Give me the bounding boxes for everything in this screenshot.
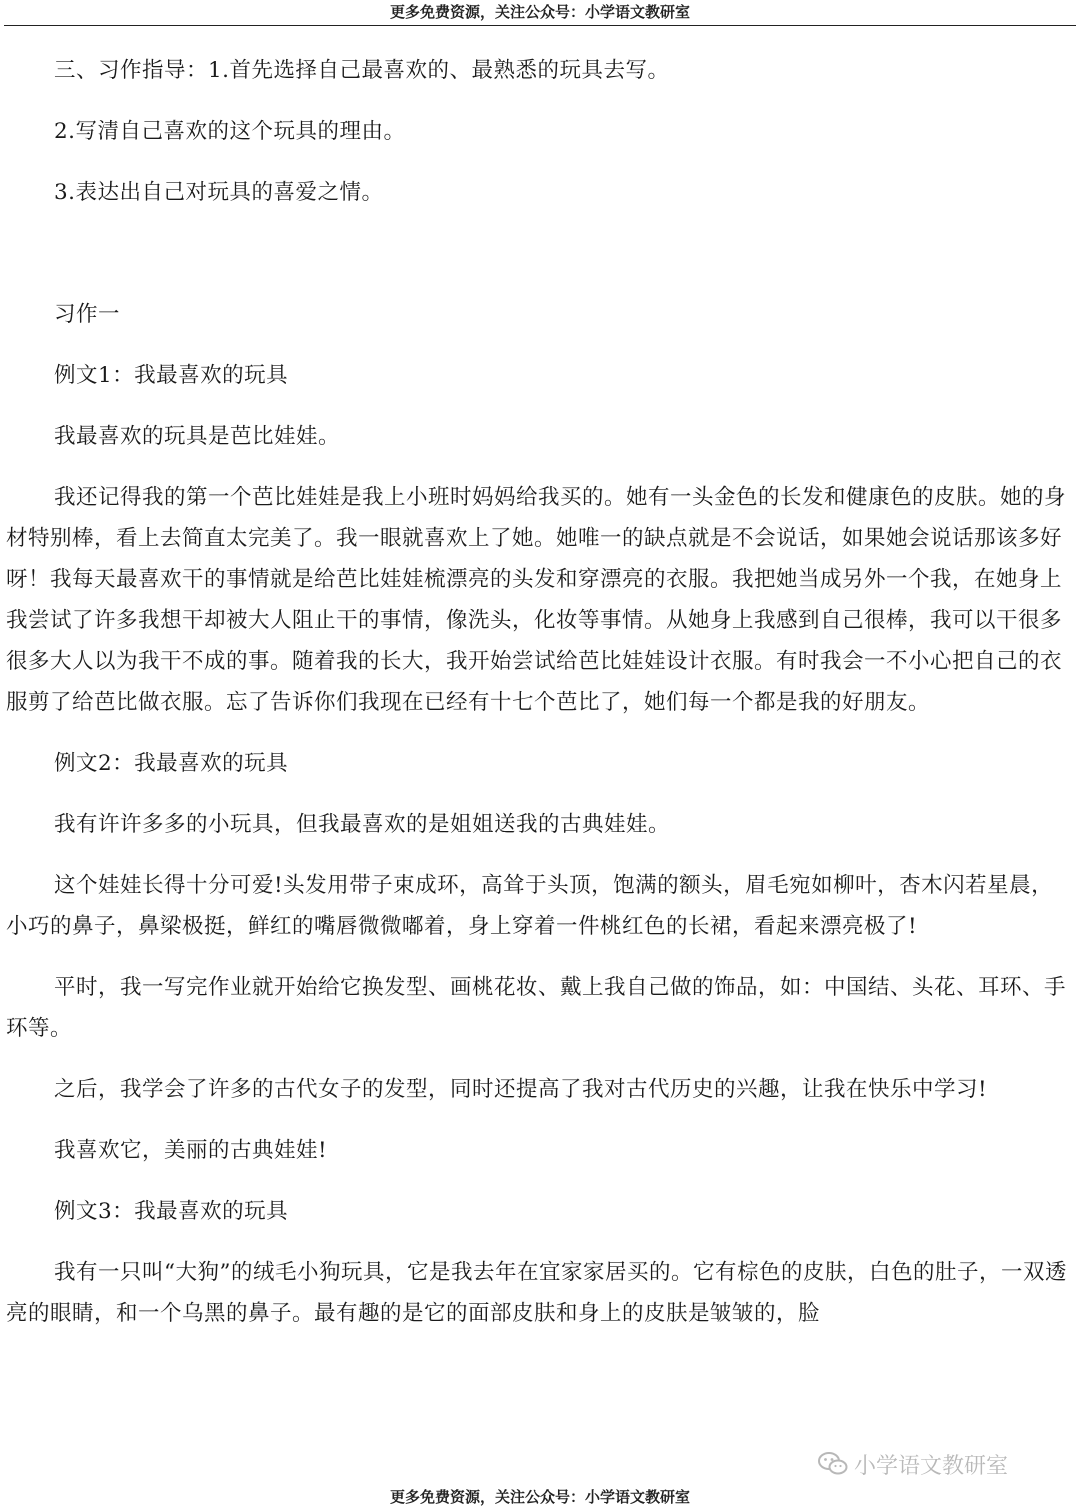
watermark [818, 1447, 1008, 1481]
guidance-item-1: 三、习作指导：1.首先选择自己最喜欢的、最熟悉的玩具去写。 [54, 58, 670, 83]
header-divider [4, 25, 1076, 26]
paragraph: 这个娃娃长得十分可爱!头发用带子束成环，高耸于头顶，饱满的额头，眉毛宛如柳叶，杏木闪若星晨，小巧的鼻子，鼻梁极挺，鲜红的嘴唇微微嘟着，身上穿着一件桃红色的长裙，看起来漂亮极了! [6, 873, 1054, 939]
paragraph: 我最喜欢的玩具是芭比娃娃。 [54, 424, 341, 449]
wechat-icon [818, 1451, 848, 1477]
paragraph: 之后，我学会了许多的古代女子的发型，同时还提高了我对古代历史的兴趣，让我在快乐中学习! [54, 1077, 988, 1102]
example-title-2: 例文2：我最喜欢的玩具 [54, 751, 289, 776]
guidance-item-2: 2.写清自己喜欢的这个玩具的理由。 [54, 119, 406, 144]
paragraph: 我有一只叫“大狗”的绒毛小狗玩具，它是我去年在宜家家居买的。它有棕色的皮肤，白色的肚子，一双透亮的眼睛，和一个乌黑的鼻子。最有趣的是它的面部皮肤和身上的皮肤是皱皱的，脸 [6, 1260, 1067, 1326]
page-header: 更多免费资源，关注公众号：小学语文教研室 [389, 3, 690, 21]
paragraph: 我还记得我的第一个芭比娃娃是我上小班时妈妈给我买的。她有一头金色的长发和健康色的皮肤。她的身材特别棒，看上去简直太完美了。我一眼就喜欢上了她。她唯一的缺点就是不会说话，如果她会说话那该多好呀！我每天最喜欢干的事情就是给芭比娃娃梳漂亮的头发和穿漂亮的衣服。我把她当成另外一个我，在她身上我尝试了许多我想干却被大人阻止干的事情，像洗头，化妆等事情。从她身上我感到自己很棒，我可以干很多很多大人以为我干不成的事。随着我的长大，我开始尝试给芭比娃娃设计衣服。有时我会一不小心把自己的衣服剪了给芭比做衣服。忘了告诉你们我现在已经有十七个芭比了，她们每一个都是我的好朋友。 [6, 485, 1067, 715]
watermark-text: 小学语文教研室 [854, 1453, 1009, 1479]
paragraph: 我喜欢它，美丽的古典娃娃! [54, 1138, 328, 1163]
page-footer: 更多免费资源，关注公众号：小学语文教研室 [389, 1488, 690, 1506]
guidance-item-3: 3.表达出自己对玩具的喜爱之情。 [54, 180, 384, 205]
paragraph: 平时，我一写完作业就开始给它换发型、画桃花妆、戴上我自己做的饰品，如：中国结、头花、耳环、手环等。 [6, 975, 1067, 1041]
example-title-1: 例文1：我最喜欢的玩具 [54, 363, 289, 388]
document-body [6, 50, 1072, 1334]
section-heading: 习作一 [54, 302, 121, 327]
example-title-3: 例文3：我最喜欢的玩具 [54, 1199, 289, 1224]
paragraph: 我有许许多多的小玩具，但我最喜欢的是姐姐送我的古典娃娃。 [54, 812, 671, 837]
